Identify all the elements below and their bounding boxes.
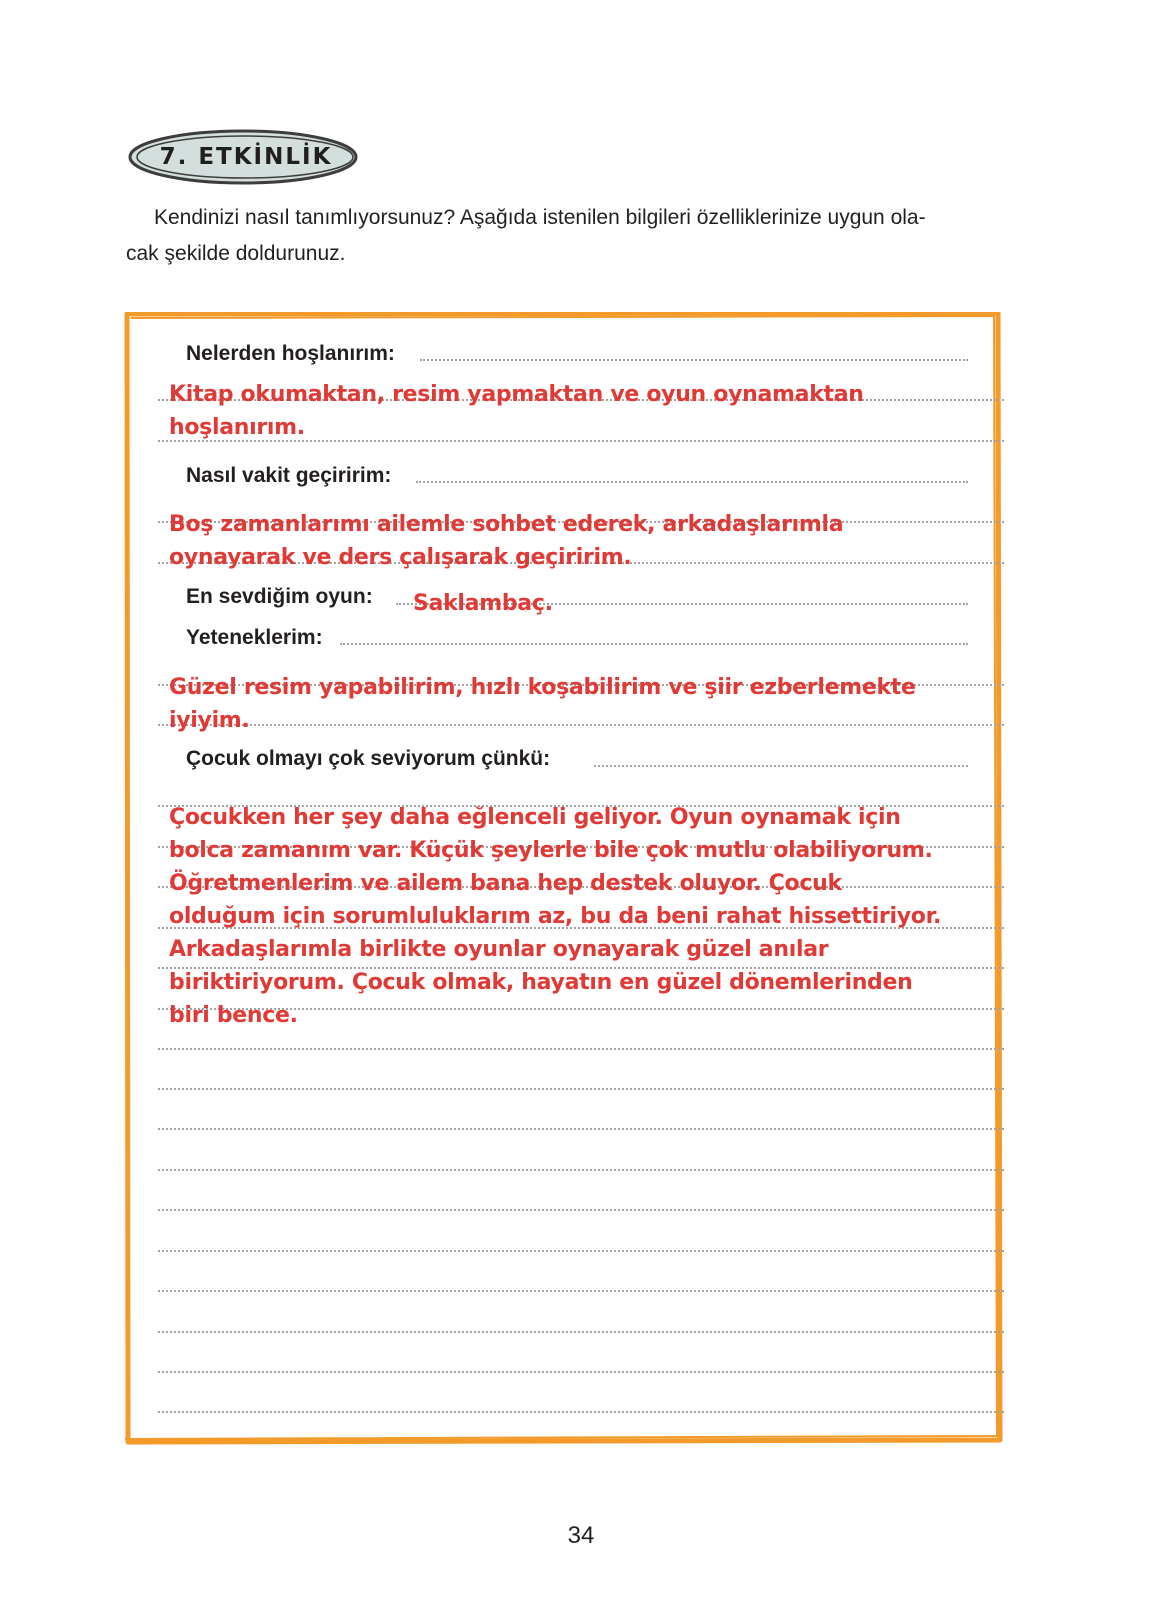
answer-likes-line-2: hoşlanırım. xyxy=(169,415,305,440)
answer-free-time xyxy=(169,508,843,574)
instruction-line-2: cak şekilde doldurunuz. xyxy=(126,242,346,265)
answer-talents-line-1: Güzel resim yapabilirim, hızlı koşabilirim ve şiir ezberlemekte xyxy=(169,675,916,700)
instruction-text xyxy=(126,200,1040,272)
dotted-line xyxy=(158,1290,1004,1292)
label-talents: Yeteneklerim: xyxy=(186,624,329,652)
dotted-line xyxy=(340,643,968,645)
dotted-line xyxy=(158,1088,1004,1090)
answer-childhood-line-3: Öğretmenlerim ve ailem bana hep destek oluyor. Çocuk xyxy=(169,871,842,896)
answer-childhood-line-6: biriktiriyorum. Çocuk olmak, hayatın en güzel dönemlerinden xyxy=(169,970,913,995)
answer-talents-line-2: iyiyim. xyxy=(169,708,250,733)
label-likes: Nelerden hoşlanırım: xyxy=(186,340,401,368)
answer-likes xyxy=(169,378,864,444)
answer-favorite-game: Saklambaç. xyxy=(413,591,553,616)
dotted-line xyxy=(420,359,968,361)
instruction-line-1: Kendinizi nasıl tanımlıyorsunuz? Aşağıda istenilen bilgileri özelliklerinize uygun ola- xyxy=(154,206,926,229)
answer-childhood-line-2: bolca zamanım var. Küçük şeylerle bile çok mutlu olabiliyorum. xyxy=(169,838,933,863)
answer-childhood-line-5: Arkadaşlarımla birlikte oyunlar oynayarak güzel anılar xyxy=(169,937,829,962)
dotted-line xyxy=(158,1169,1004,1171)
label-childhood: Çocuk olmayı çok seviyorum çünkü: xyxy=(186,745,556,773)
label-free-time: Nasıl vakit geçiririm: xyxy=(186,462,397,490)
page-number: 34 xyxy=(567,1522,595,1549)
dotted-line xyxy=(158,1048,1004,1050)
answer-childhood-line-1: Çocukken her şey daha eğlenceli geliyor. Oyun oynamak için xyxy=(169,805,901,830)
answer-likes-line-1: Kitap okumaktan, resim yapmaktan ve oyun oynamaktan xyxy=(169,382,864,407)
dotted-line xyxy=(158,1250,1004,1252)
answer-childhood xyxy=(169,801,941,1032)
answer-free-time-line-2: oynayarak ve ders çalışarak geçiririm. xyxy=(169,545,632,570)
answer-free-time-line-1: Boş zamanlarımı ailemle sohbet ederek, arkadaşlarımla xyxy=(169,512,844,537)
activity-badge xyxy=(126,128,366,186)
dotted-line xyxy=(158,1331,1004,1333)
dotted-line xyxy=(416,481,968,483)
dotted-line xyxy=(158,1209,1004,1211)
answer-childhood-line-4: olduğum için sorumluluklarım az, bu da beni rahat hissettiriyor. xyxy=(169,904,942,929)
dotted-line xyxy=(158,1411,1004,1413)
dotted-line xyxy=(158,1371,1004,1373)
answer-childhood-line-7: biri bence. xyxy=(169,1003,298,1028)
dotted-line xyxy=(594,765,968,767)
answer-talents xyxy=(169,671,916,737)
dotted-line xyxy=(158,1128,1004,1130)
activity-title: 7. ETKİNLİK xyxy=(159,144,333,170)
label-favorite-game: En sevdiğim oyun: xyxy=(186,583,379,611)
